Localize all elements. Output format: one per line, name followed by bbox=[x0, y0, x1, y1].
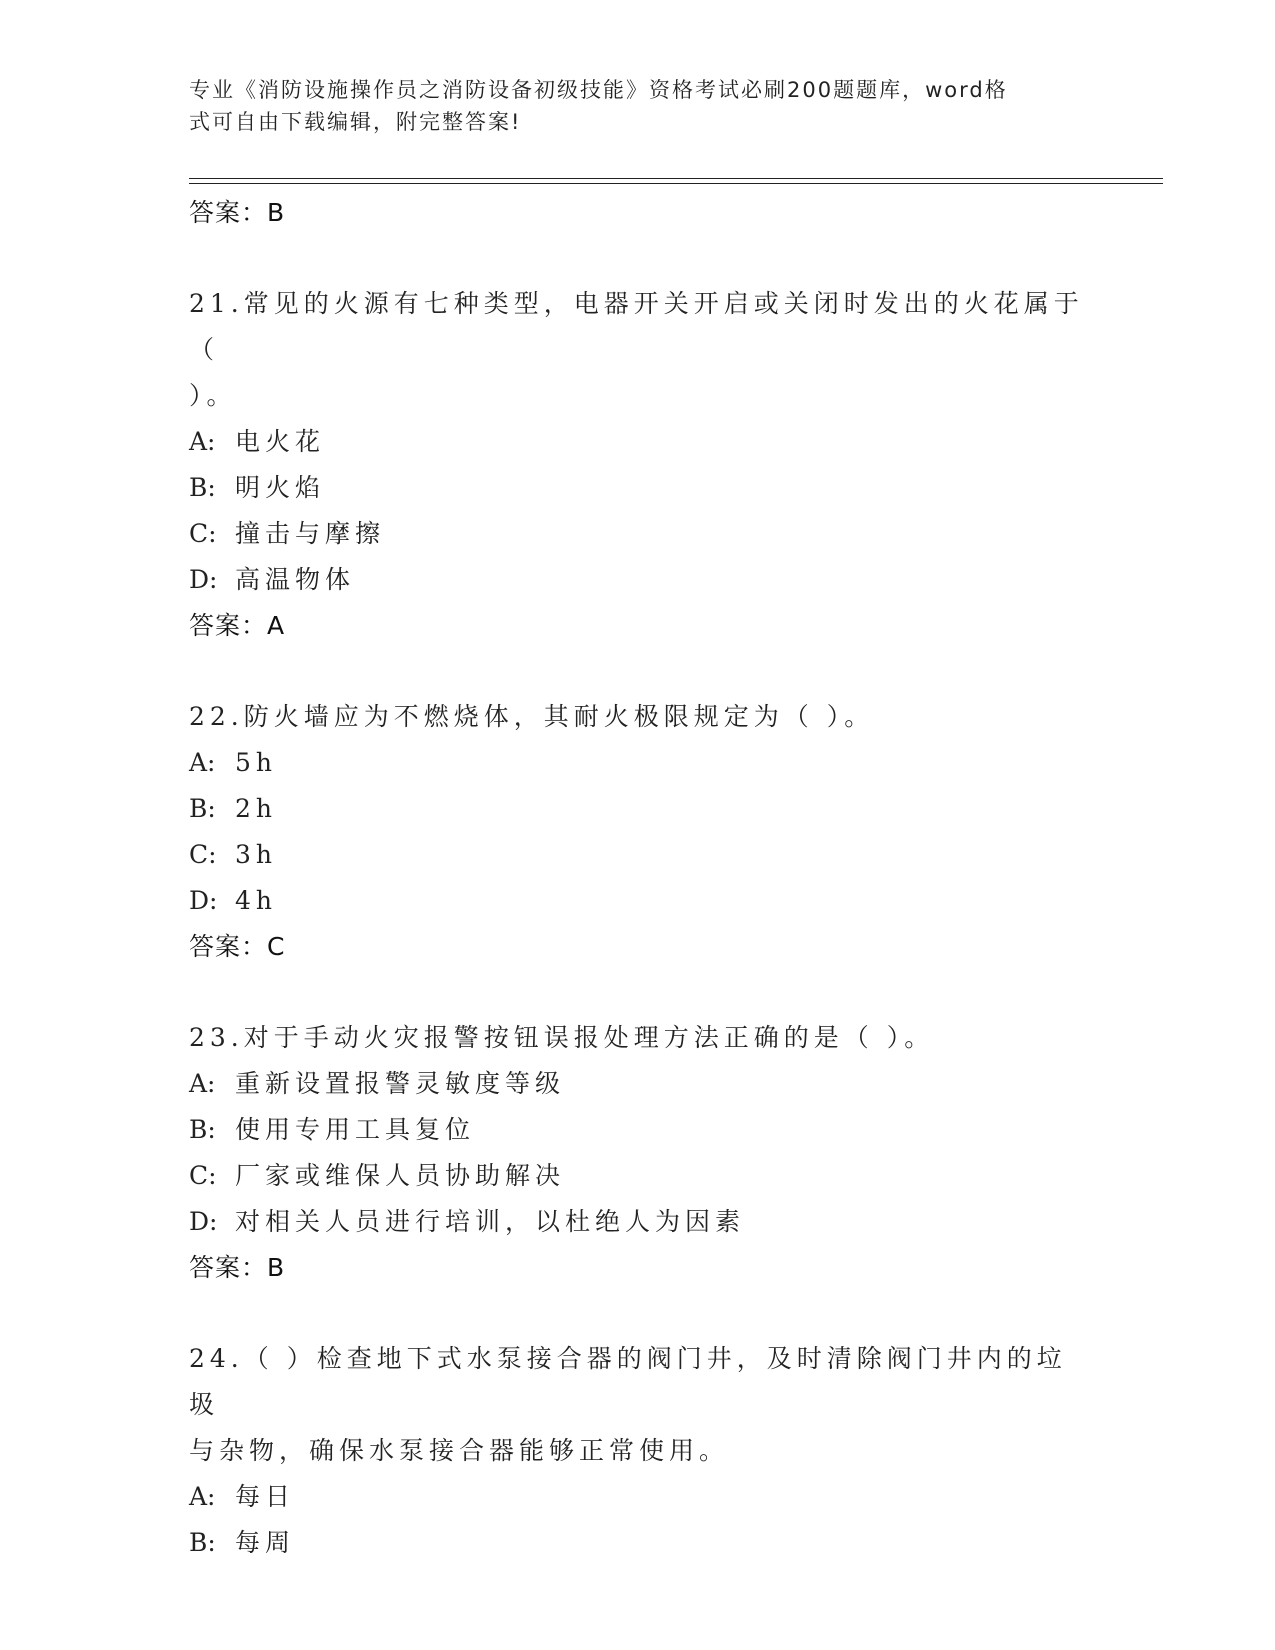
option-text: 5h bbox=[235, 748, 278, 777]
option-a bbox=[189, 740, 1089, 786]
question-stem: 23.对于手动火灾报警按钮误报处理方法正确的是（ ）。 bbox=[189, 1023, 935, 1052]
option-b bbox=[189, 1107, 1089, 1153]
option-c bbox=[189, 832, 1089, 878]
answer-label: 答案：B bbox=[189, 198, 286, 227]
header-line-1: 专业《消防设施操作员之消防设备初级技能》资格考试必刷200题题库，word格 bbox=[189, 78, 1008, 102]
answer-label: 答案：B bbox=[189, 1253, 286, 1282]
answer-label: 答案：A bbox=[189, 611, 286, 640]
option-text: 对相关人员进行培训，以杜绝人为因素 bbox=[235, 1207, 746, 1236]
option-key: D: bbox=[189, 1207, 218, 1236]
header-divider-bottom bbox=[189, 183, 1163, 184]
option-d bbox=[189, 1199, 1089, 1245]
document-header bbox=[189, 74, 1089, 138]
option-text: 高温物体 bbox=[235, 565, 356, 594]
option-a bbox=[189, 419, 1089, 465]
option-text: 明火焰 bbox=[235, 473, 326, 502]
option-b bbox=[189, 465, 1089, 511]
option-a bbox=[189, 1061, 1089, 1107]
option-b bbox=[189, 786, 1089, 832]
option-key: B: bbox=[189, 794, 216, 823]
option-text: 每周 bbox=[235, 1528, 296, 1557]
option-c bbox=[189, 1153, 1089, 1199]
question-stem: 24.（ ）检查地下式水泵接合器的阀门井，及时清除阀门井内的垃圾 bbox=[189, 1344, 1067, 1419]
question-stem-continued: ）。 bbox=[189, 381, 237, 410]
option-text: 每日 bbox=[235, 1482, 296, 1511]
option-key: D: bbox=[189, 565, 218, 594]
answer-label: 答案：C bbox=[189, 932, 286, 961]
option-text: 电火花 bbox=[235, 427, 326, 456]
option-key: B: bbox=[189, 1115, 216, 1144]
option-a bbox=[189, 1474, 1089, 1520]
question-stem: 21.常见的火源有七种类型，电器开关开启或关闭时发出的火花属于（ bbox=[189, 289, 1084, 364]
option-text: 4h bbox=[235, 886, 278, 915]
option-key: B: bbox=[189, 1528, 216, 1557]
option-key: A: bbox=[189, 1482, 216, 1511]
option-key: D: bbox=[189, 886, 218, 915]
option-text: 重新设置报警灵敏度等级 bbox=[235, 1069, 566, 1098]
option-key: A: bbox=[189, 748, 216, 777]
question-24 bbox=[189, 1336, 1089, 1566]
header-divider-top bbox=[189, 178, 1163, 179]
option-key: A: bbox=[189, 1069, 216, 1098]
question-22 bbox=[189, 694, 1089, 970]
option-text: 撞击与摩擦 bbox=[235, 519, 386, 548]
option-key: A: bbox=[189, 427, 216, 456]
option-d bbox=[189, 878, 1089, 924]
option-text: 使用专用工具复位 bbox=[235, 1115, 476, 1144]
option-key: B: bbox=[189, 473, 216, 502]
option-text: 2h bbox=[235, 794, 278, 823]
question-list bbox=[189, 190, 1089, 1566]
option-key: C: bbox=[189, 1161, 217, 1190]
option-text: 厂家或维保人员协助解决 bbox=[235, 1161, 566, 1190]
option-text: 3h bbox=[235, 840, 278, 869]
question-21 bbox=[189, 281, 1089, 649]
question-23 bbox=[189, 1015, 1089, 1291]
option-c bbox=[189, 511, 1089, 557]
option-key: C: bbox=[189, 840, 217, 869]
header-line-2: 式可自由下载编辑，附完整答案! bbox=[189, 110, 522, 134]
question-stem-continued: 与杂物，确保水泵接合器能够正常使用。 bbox=[189, 1436, 730, 1465]
question-stem: 22.防火墙应为不燃烧体，其耐火极限规定为（ ）。 bbox=[189, 702, 875, 731]
option-key: C: bbox=[189, 519, 217, 548]
option-d bbox=[189, 557, 1089, 603]
option-b bbox=[189, 1520, 1089, 1566]
